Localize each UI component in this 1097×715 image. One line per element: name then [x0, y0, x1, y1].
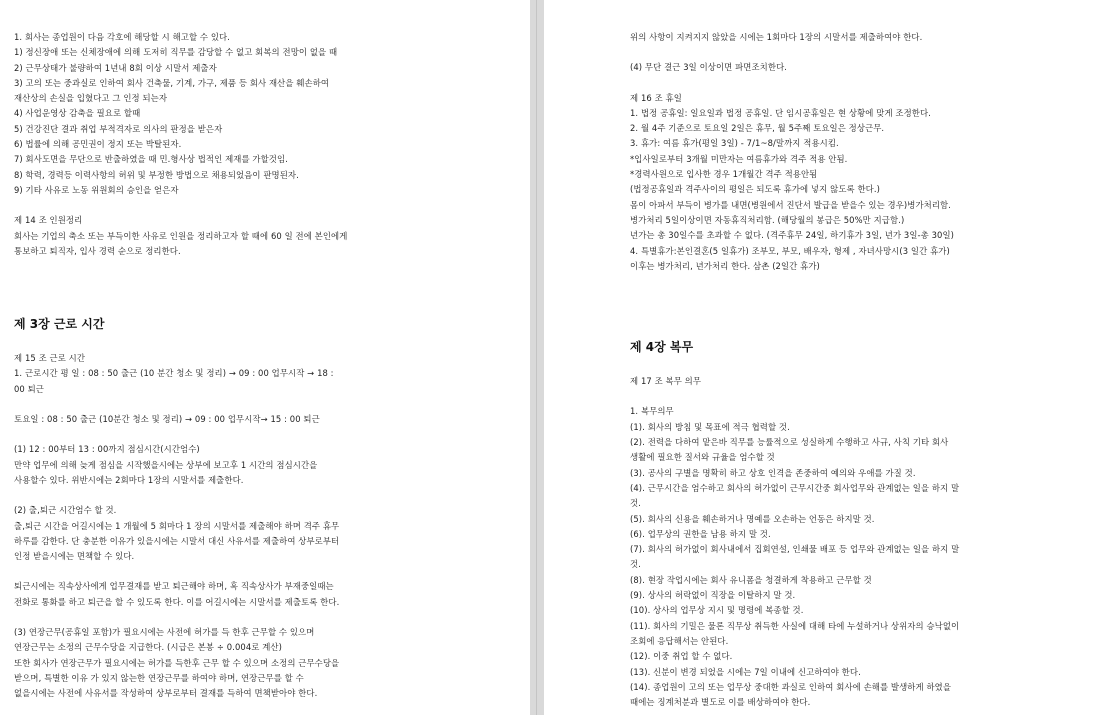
article-13-line: 5) 건강진단 결과 취업 부적격자로 의사의 판정을 받은자 — [14, 123, 223, 134]
article-16-line: 년가는 총 30일수를 초과할 수 없다. (격주휴무 24일, 하기휴가 3일, 년가 3일-총 30일) — [630, 230, 955, 241]
duty-line: (7). 회사의 허가없이 회사내에서 집회연설, 인쇄물 배포 등 업무와 관계없는 일을 하지 말 — [630, 544, 960, 555]
attendance-line: 하루를 감한다. 단 충분한 이유가 있을시에는 시말서 대신 사유서를 제출하여 상부로부터 — [14, 535, 340, 546]
chapter-4-title: 제 4장 복무 — [630, 340, 694, 355]
lunch-line: 만약 업무에 의해 늦게 점심을 시작했을시에는 상부에 보고후 1 시간의 점심시간을 — [14, 459, 318, 470]
article-15-line: 1. 근로시간 평 일 : 08 : 50 출근 (10 분간 청소 및 정리) → 09 : 00 업무시작 → 18 : — [14, 368, 334, 379]
article-13-line: 7) 회사도면을 무단으로 반출하였을 때 민.형사상 법적인 제재를 가할것임. — [14, 154, 288, 165]
article-17-head: 1. 복무의무 — [630, 406, 674, 417]
duty-line: 때에는 징계처분과 별도로 이를 배상하여야 한다. — [630, 697, 811, 708]
page-gap — [530, 0, 544, 715]
article-17-title: 제 17 조 복무 의무 — [630, 376, 702, 387]
article-13-list — [14, 30, 530, 198]
duty-line: (4). 근무시간을 엄수하고 회사의 허가없이 근무시간중 회사업무와 관계없는 일을 하지 말 — [630, 482, 960, 493]
duty-line: (6). 업무상의 권한을 남용 하지 말 것. — [630, 528, 771, 539]
lunch-line: 사용할수 있다. 위반시에는 2회마다 1장의 시말서를 제출한다. — [14, 474, 244, 485]
duty-line: 생활에 필요한 질서와 규율을 엄수할 것 — [630, 452, 775, 463]
article-15-line: 00 퇴근 — [14, 383, 44, 394]
overtime-line: 받으며, 특별한 이유 가 있지 않는한 연장근무를 하여야 하며, 연장근무를 할 수 — [14, 672, 304, 683]
document-page-right — [544, 0, 1097, 715]
article-14-line: 통보하고 퇴직자, 입사 경력 순으로 정리한다. — [14, 245, 181, 256]
document-page-left — [0, 0, 530, 715]
article-16-title: 제 16 조 휴일 — [630, 92, 682, 103]
duty-line: (8). 현장 작업시에는 회사 유니폼을 청결하게 착용하고 근무할 것 — [630, 574, 872, 585]
duty-line: (13). 신분이 변경 되었을 시에는 7일 이내에 신고하여야 한다. — [630, 666, 861, 677]
dismissal-line: (4) 무단 결근 3일 이상이면 파면조치한다. — [630, 62, 788, 73]
chapter-3-title: 제 3장 근로 시간 — [14, 317, 105, 332]
duty-line: 것. — [630, 559, 641, 570]
article-16-line: *입사일로부터 3개월 미만자는 여름휴가와 격주 적용 안됨. — [630, 153, 848, 164]
duty-line: (11). 회사의 기밀은 물론 직무상 취득한 사실에 대해 타에 누설하거나 상위자의 승낙없이 — [630, 620, 960, 631]
article-16-line: *경력사원으로 입사한 경우 1개월간 격주 적용안됨 — [630, 169, 818, 180]
article-13-line: 2) 근무상태가 불량하여 1년내 8회 이상 시말서 제출자 — [14, 62, 217, 73]
article-13-line: 1) 정신장애 또는 신체장애에 의해 도저히 직무를 감당할 수 없고 회복의 전망이 없을 때 — [14, 47, 338, 58]
lunch-line: (1) 12 : 00부터 13 : 00까지 점심시간(시간엄수) — [14, 444, 200, 455]
article-16-line: 몸이 아파서 부득이 병가를 내면(병원에서 진단서 발급을 받을수 있는 경우)병가처리함. — [630, 199, 952, 210]
article-14-title: 제 14 조 인원정리 — [14, 215, 83, 226]
article-13-line: 4) 사업운영상 감축을 필요로 할때 — [14, 108, 141, 119]
article-16-line: 1. 법정 공휴일: 일요일과 법정 공휴일. 단 임시공휴일은 현 상황에 맞게 조정한다. — [630, 107, 931, 118]
duty-line: (2). 전력을 다하여 맡은바 직무를 능률적으로 성실하게 수행하고 사규, 사칙 기타 회사 — [630, 437, 949, 448]
duty-line: 것. — [630, 498, 641, 509]
article-16-line: 병가처리 5일이상이면 자동휴직처리함. (해당월의 봉급은 50%만 지급함.) — [630, 214, 905, 225]
continued-line: 위의 사항이 지켜지지 않았을 시에는 1회마다 1장의 시말서를 제출하여야 한다. — [630, 32, 923, 42]
duty-line: (9). 상사의 허락없이 직장을 이탈하지 말 것. — [630, 590, 796, 601]
article-13-line: 8) 학력, 경력등 이력사항의 허위 및 부정한 방법으로 채용되었음이 판명된자. — [14, 169, 299, 180]
page-divider — [536, 0, 537, 715]
duty-line: (12). 이중 취업 할 수 없다. — [630, 651, 733, 662]
overtime-line: 연장근무는 소정의 근무수당을 지급한다. (시급은 본봉 ÷ 0.004로 계산) — [14, 642, 282, 653]
article-15-title: 제 15 조 근로 시간 — [14, 353, 86, 364]
article-13-line: 재산상의 손실을 입혔다고 그 인정 되는자 — [14, 93, 168, 104]
attendance-line: (2) 출,퇴근 시간엄수 할 것. — [14, 505, 117, 516]
article-16-line: (법정공휴일과 격주사이의 평일은 되도록 휴가에 넣지 않도록 한다.) — [630, 184, 880, 195]
overtime-line: (3) 연장근무(공휴일 포함)가 필요시에는 사전에 허가를 득 한후 근무할 수 있으며 — [14, 627, 315, 638]
article-13-line: 6) 법률에 의해 공민권이 정지 또는 박탈된자. — [14, 139, 182, 150]
article-16-line: 이후는 병가처리, 년가처리 한다. 삼촌 (2일간 휴가) — [630, 260, 820, 271]
article-16-line: 3. 휴가: 여름 휴가(평일 3일) - 7/1~8/말까지 적용시킴. — [630, 138, 839, 149]
article-16-line: 4. 특별휴가:본인결혼(5 일휴가) 조부모, 부모, 배우자, 형제 , 자녀사망시(3 일간 휴가) — [630, 245, 950, 256]
leave-line: 퇴근시에는 직속상사에게 업무결재를 받고 퇴근해야 하며, 혹 직속상사가 부재중일때는 — [14, 581, 334, 592]
article-13-line: 3) 고의 또는 중과실로 인하여 회사 건축물, 기계, 가구, 제품 등 회사 재산을 훼손하여 — [14, 77, 330, 88]
attendance-line: 출,퇴근 시간을 어길시에는 1 개월에 5 회마다 1 장의 시말서를 제출해야 하며 격주 휴무 — [14, 520, 340, 531]
leave-line: 전화로 통화를 하고 퇴근을 할 수 있도록 한다. 이를 어길시에는 시말서를 제출토록 한다. — [14, 596, 340, 607]
article-14-line: 회사는 기업의 축소 또는 부득이한 사유로 인원을 정리하고자 할 때에 60 일 전에 본인에게 — [14, 230, 348, 241]
duty-line: (10). 상사의 업무상 지시 및 명령에 복종할 것. — [630, 605, 804, 616]
duty-line: (3). 공사의 구별을 명확히 하고 상호 인격을 존중하여 예의와 우애를 가질 것. — [630, 467, 916, 478]
duty-line: 조회에 응답해서는 안된다. — [630, 635, 729, 646]
saturday-hours: 토요일 : 08 : 50 출근 (10분간 청소 및 정리) → 09 : 00 업무시작→ 15 : 00 퇴근 — [14, 414, 320, 425]
overtime-line: 없을시에는 사전에 사유서를 작성하여 상부로부터 결재를 득하여 면책받아야 한다. — [14, 688, 318, 699]
article-13-line: 9) 기타 사유로 노동 위원회의 승인을 얻은자 — [14, 184, 179, 195]
duty-line: (14). 종업원이 고의 또는 업무상 중대한 과실로 인하여 회사에 손해를 발생하게 하였을 — [630, 681, 952, 692]
article-16-line: 2. 월 4주 기준으로 토요일 2일은 휴무, 월 5주째 토요일은 정상근무. — [630, 123, 885, 134]
article-13-line: 1. 회사는 종업원이 다음 각호에 해당할 시 해고할 수 있다. — [14, 32, 230, 42]
duties-list — [630, 420, 1097, 711]
duty-line: (1). 회사의 방침 및 목표에 적극 협력할 것. — [630, 421, 790, 432]
overtime-line: 또한 회사가 연장근무가 필요시에는 허가를 득한후 근무 할 수 있으며 소정의 근무수당을 — [14, 657, 340, 668]
attendance-line: 인정 받을시에는 면책할 수 있다. — [14, 551, 135, 562]
duty-line: (5). 회사의 신용을 훼손하거나 명예를 오손하는 언동은 하지말 것. — [630, 513, 875, 524]
